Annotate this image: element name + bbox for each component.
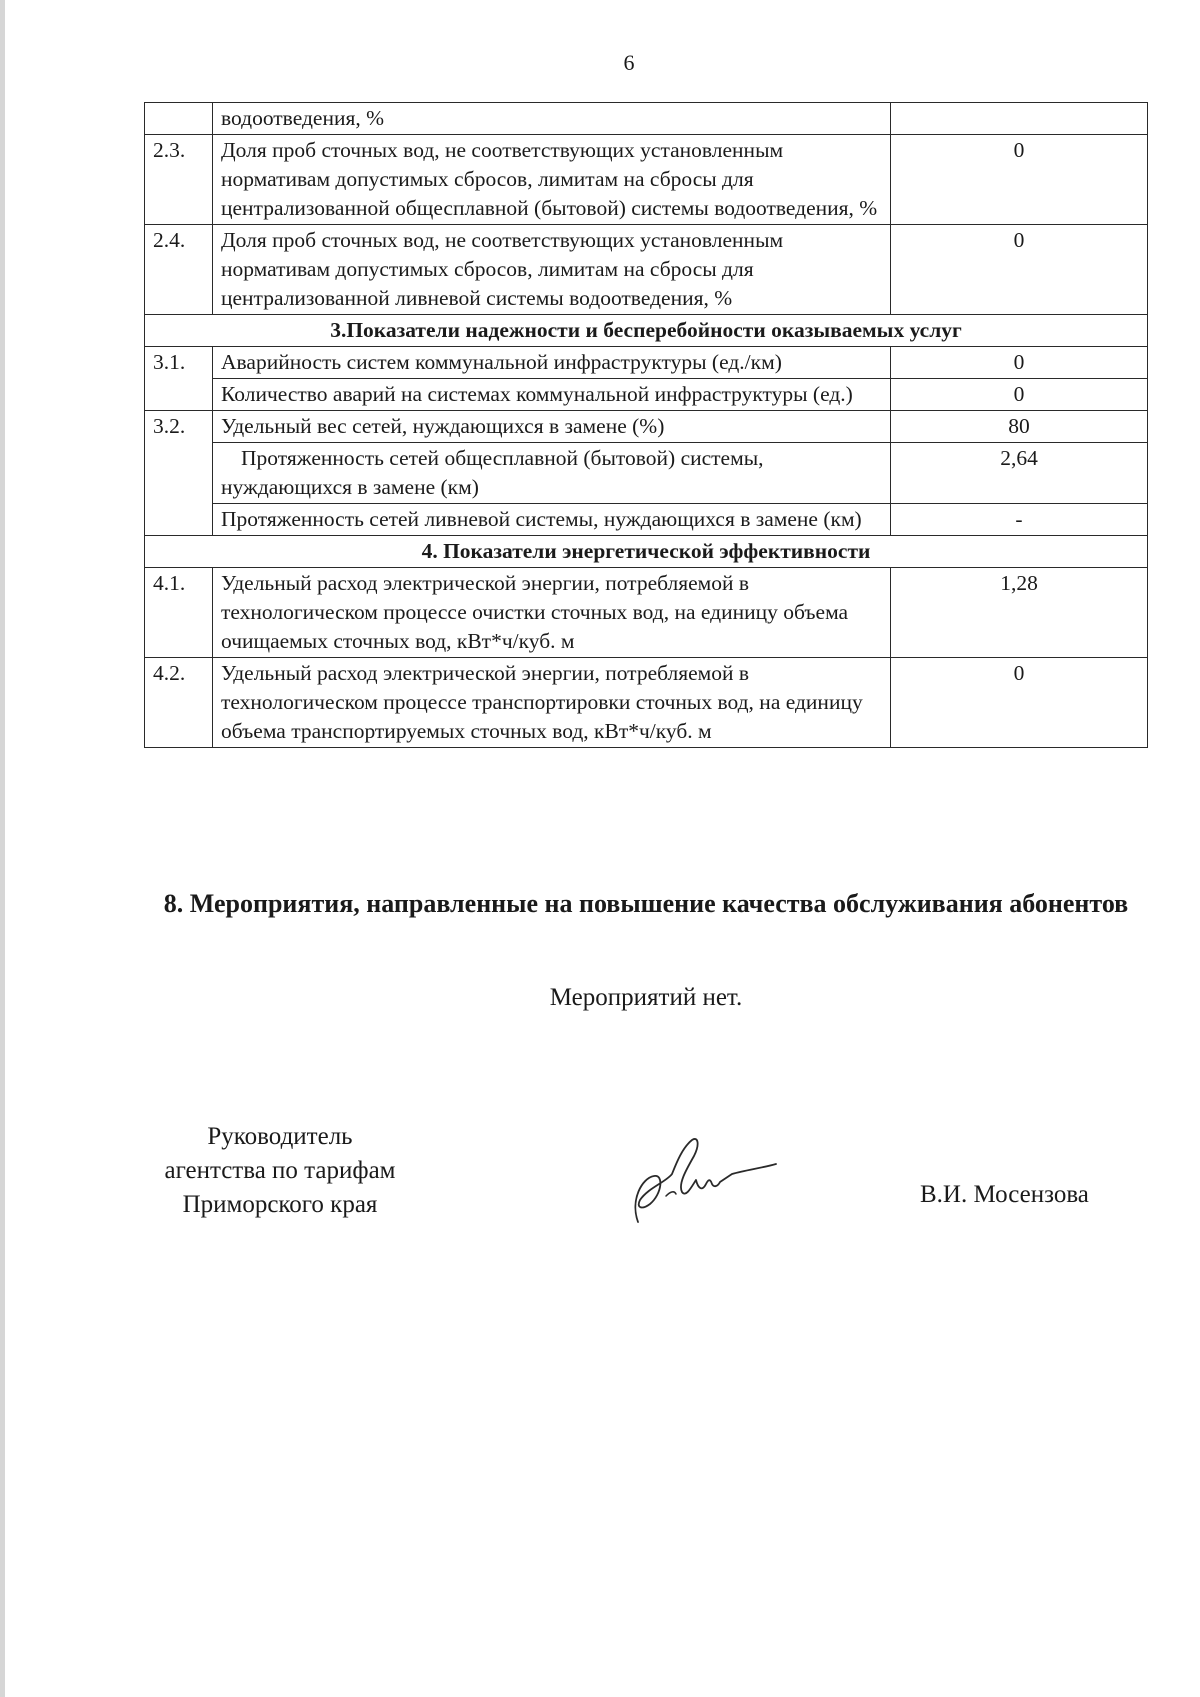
indicators-table — [144, 102, 1148, 748]
indicator-row — [145, 658, 1148, 748]
indicator-number: 2.3. — [145, 135, 213, 225]
indicator-value: 0 — [891, 225, 1148, 315]
indicator-number: 3.2. — [145, 411, 213, 536]
indicator-number: 4.2. — [145, 658, 213, 748]
section-header-row — [145, 315, 1148, 347]
signer-position-line: Руководитель — [207, 1123, 353, 1150]
indicator-value: 80 — [891, 411, 1148, 443]
indicator-value — [891, 103, 1148, 135]
indicator-value: 1,28 — [891, 568, 1148, 658]
indicator-name: Доля проб сточных вод, не соответствующих установленным нормативам допустимых сбросов, лимитам на сбросы для централизованной общесплавной (бытовой) системы водоотведения, % — [213, 135, 891, 225]
indicator-value: 0 — [891, 658, 1148, 748]
sub-indicator-row — [145, 504, 1148, 536]
measures-heading: 8. Мероприятия, направленные на повышение качества обслуживания абонентов — [163, 889, 1129, 918]
indicator-number: 3.1. — [145, 347, 213, 411]
indicator-value: 0 — [891, 135, 1148, 225]
indicator-name: Аварийность систем коммунальной инфраструктуры (ед./км) — [213, 347, 891, 379]
scan-edge — [0, 0, 5, 1697]
sub-indicator-row — [145, 379, 1148, 411]
signer-position-line: Приморского края — [182, 1191, 378, 1218]
indicator-name: водоотведения, % — [213, 103, 891, 135]
indicator-number — [145, 103, 213, 135]
page-number: 6 — [623, 50, 635, 75]
signer-name: В.И. Мосензова — [920, 1181, 1089, 1208]
handwritten-signature — [620, 1130, 780, 1230]
indicator-name: Удельный вес сетей, нуждающихся в замене (%) — [213, 411, 891, 443]
indicator-row — [145, 411, 1148, 443]
indicator-row — [145, 103, 1148, 135]
indicator-row — [145, 135, 1148, 225]
indicator-name: Удельный расход электрической энергии, потребляемой в технологическом процессе очистки сточных вод, на единицу объема очищаемых сточных вод, кВт*ч/куб. м — [213, 568, 891, 658]
indicator-number: 4.1. — [145, 568, 213, 658]
indicator-value: 0 — [891, 379, 1148, 411]
indicator-row — [145, 568, 1148, 658]
indicator-name: Количество аварий на системах коммунальной инфраструктуры (ед.) — [213, 379, 891, 411]
indicator-value: - — [891, 504, 1148, 536]
section-header-row — [145, 536, 1148, 568]
measures-text: Мероприятий нет. — [549, 984, 743, 1011]
indicator-row — [145, 347, 1148, 379]
sub-indicator-row — [145, 443, 1148, 504]
indicator-value: 2,64 — [891, 443, 1148, 504]
indicator-name: Доля проб сточных вод, не соответствующих установленным нормативам допустимых сбросов, лимитам на сбросы для централизованной ливневой системы водоотведения, % — [213, 225, 891, 315]
indicator-row — [145, 225, 1148, 315]
indicator-number: 2.4. — [145, 225, 213, 315]
indicators-table-body — [145, 103, 1148, 748]
indicator-value: 0 — [891, 347, 1148, 379]
section-title: 4. Показатели энергетической эффективности — [145, 536, 1148, 568]
indicator-name: Удельный расход электрической энергии, потребляемой в технологическом процессе транспортировки сточных вод, на единицу объема транспортируемых сточных вод, кВт*ч/куб. м — [213, 658, 891, 748]
signer-position-line: агентства по тарифам — [164, 1157, 396, 1184]
signer-position — [130, 1120, 430, 1222]
section-title: 3.Показатели надежности и бесперебойности оказываемых услуг — [145, 315, 1148, 347]
indicator-name: Протяженность сетей ливневой системы, нуждающихся в замене (км) — [213, 504, 891, 536]
indicator-name: Протяженность сетей общесплавной (бытовой) системы, нуждающихся в замене (км) — [213, 443, 891, 504]
